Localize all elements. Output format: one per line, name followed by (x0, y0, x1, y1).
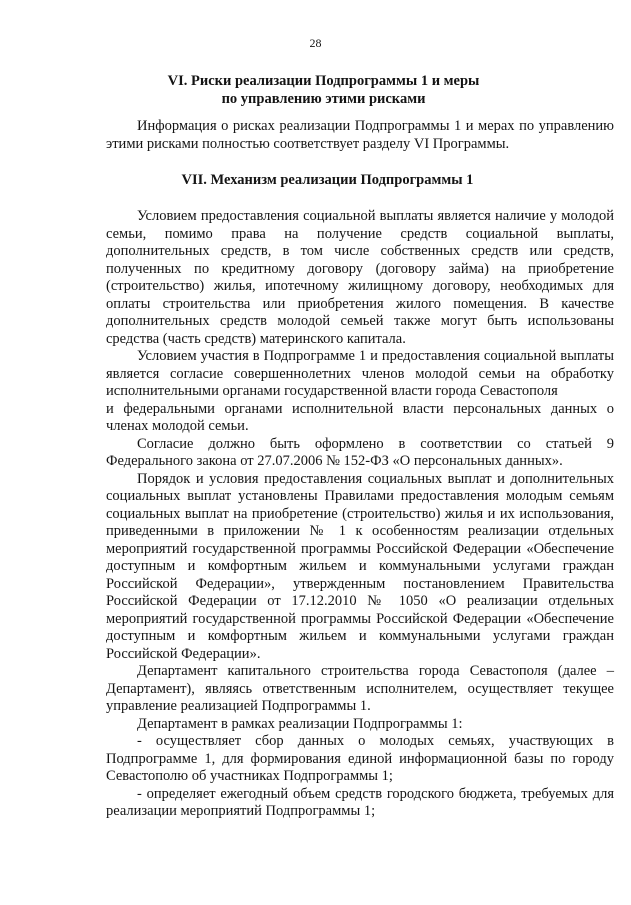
paragraph-participation-condition-cont: и федеральными органами исполнительной власти персональных данных о членах молодой семьи. (106, 400, 614, 434)
paragraph-social-payment-condition: Условием предоставления социальной выплаты является наличие у молодой семьи, помимо права на получение средств социальной выплаты, дополнительных средств, в том числе собственных средств или средств, полученных по кредитному договору (договору займа) на приобретение (строительство) жилья, ипотечному жилищному договору, необходимых для оплаты строительства или приобретения жилого помещения. В качестве дополнительных средств молодой семьей также могут быть использованы средства (часть средств) материнского капитала. (106, 208, 614, 347)
paragraph-department-duties-intro: Департамент в рамках реализации Подпрограммы 1: (137, 715, 463, 732)
section-6-paragraph: Информация о рисках реализации Подпрограммы 1 и мерах по управлению этими рисками полностью соответствует разделу VI Программы. (106, 118, 614, 152)
section-6-heading (8, 72, 631, 108)
paragraph-participation-condition: Условием участия в Подпрограмме 1 и предоставления социальной выплаты является согласие совершеннолетних членов молодой семьи на обработку исполнительными органами государственной власти города Севастополя (106, 348, 614, 399)
section-7-heading (12, 171, 631, 189)
page-number: 28 (309, 36, 322, 50)
list-item-collects-data: - осуществляет сбор данных о молодых семьях, участвующих в Подпрограмме 1, для формирования единой информационной базы по городу Севастополю об участниках Подпрограммы 1; (106, 733, 614, 784)
section-7-body (106, 208, 614, 821)
paragraph-consent: Согласие должно быть оформлено в соответствии со статьей 9 Федерального закона от 27.07.2006 № 152-ФЗ «О персональных данных». (106, 435, 614, 469)
section-7-title: VII. Механизм реализации Подпрограммы 1 (181, 172, 474, 188)
section-6-title-line-1: VI. Риски реализации Подпрограммы 1 и меры (167, 73, 480, 89)
paragraph-department: Департамент капитального строительства города Севастополя (далее – Департамент), являясь ответственным исполнителем, осуществляет текущее управление реализацией Подпрограммы 1. (106, 663, 614, 714)
list-item-determines-budget: - определяет ежегодный объем средств городского бюджета, требуемых для реализации мероприятий Подпрограммы 1; (106, 785, 614, 819)
section-6-title-line-2: по управлению этими рисками (221, 91, 426, 107)
paragraph-procedure: Порядок и условия предоставления социальных выплат и дополнительных социальных выплат установлены Правилами предоставления молодым семьям социальных выплат на приобретение (строительство) жилья и их использования, приведенными в приложении № 1 к особенностям реализации отдельных мероприятий государственной программы Российской Федерации «Обеспечение доступным и комфортным жильем и коммунальными услугами граждан Российской Федерации», утвержденным постановлением Правительства Российской Федерации от 17.12.2010 № 1050 «О реализации отдельных мероприятий государственной программы Российской Федерации «Обеспечение доступным и комфортным жильем и коммунальными услугами граждан Российской Федерации». (106, 470, 614, 662)
section-6-body (106, 118, 614, 153)
